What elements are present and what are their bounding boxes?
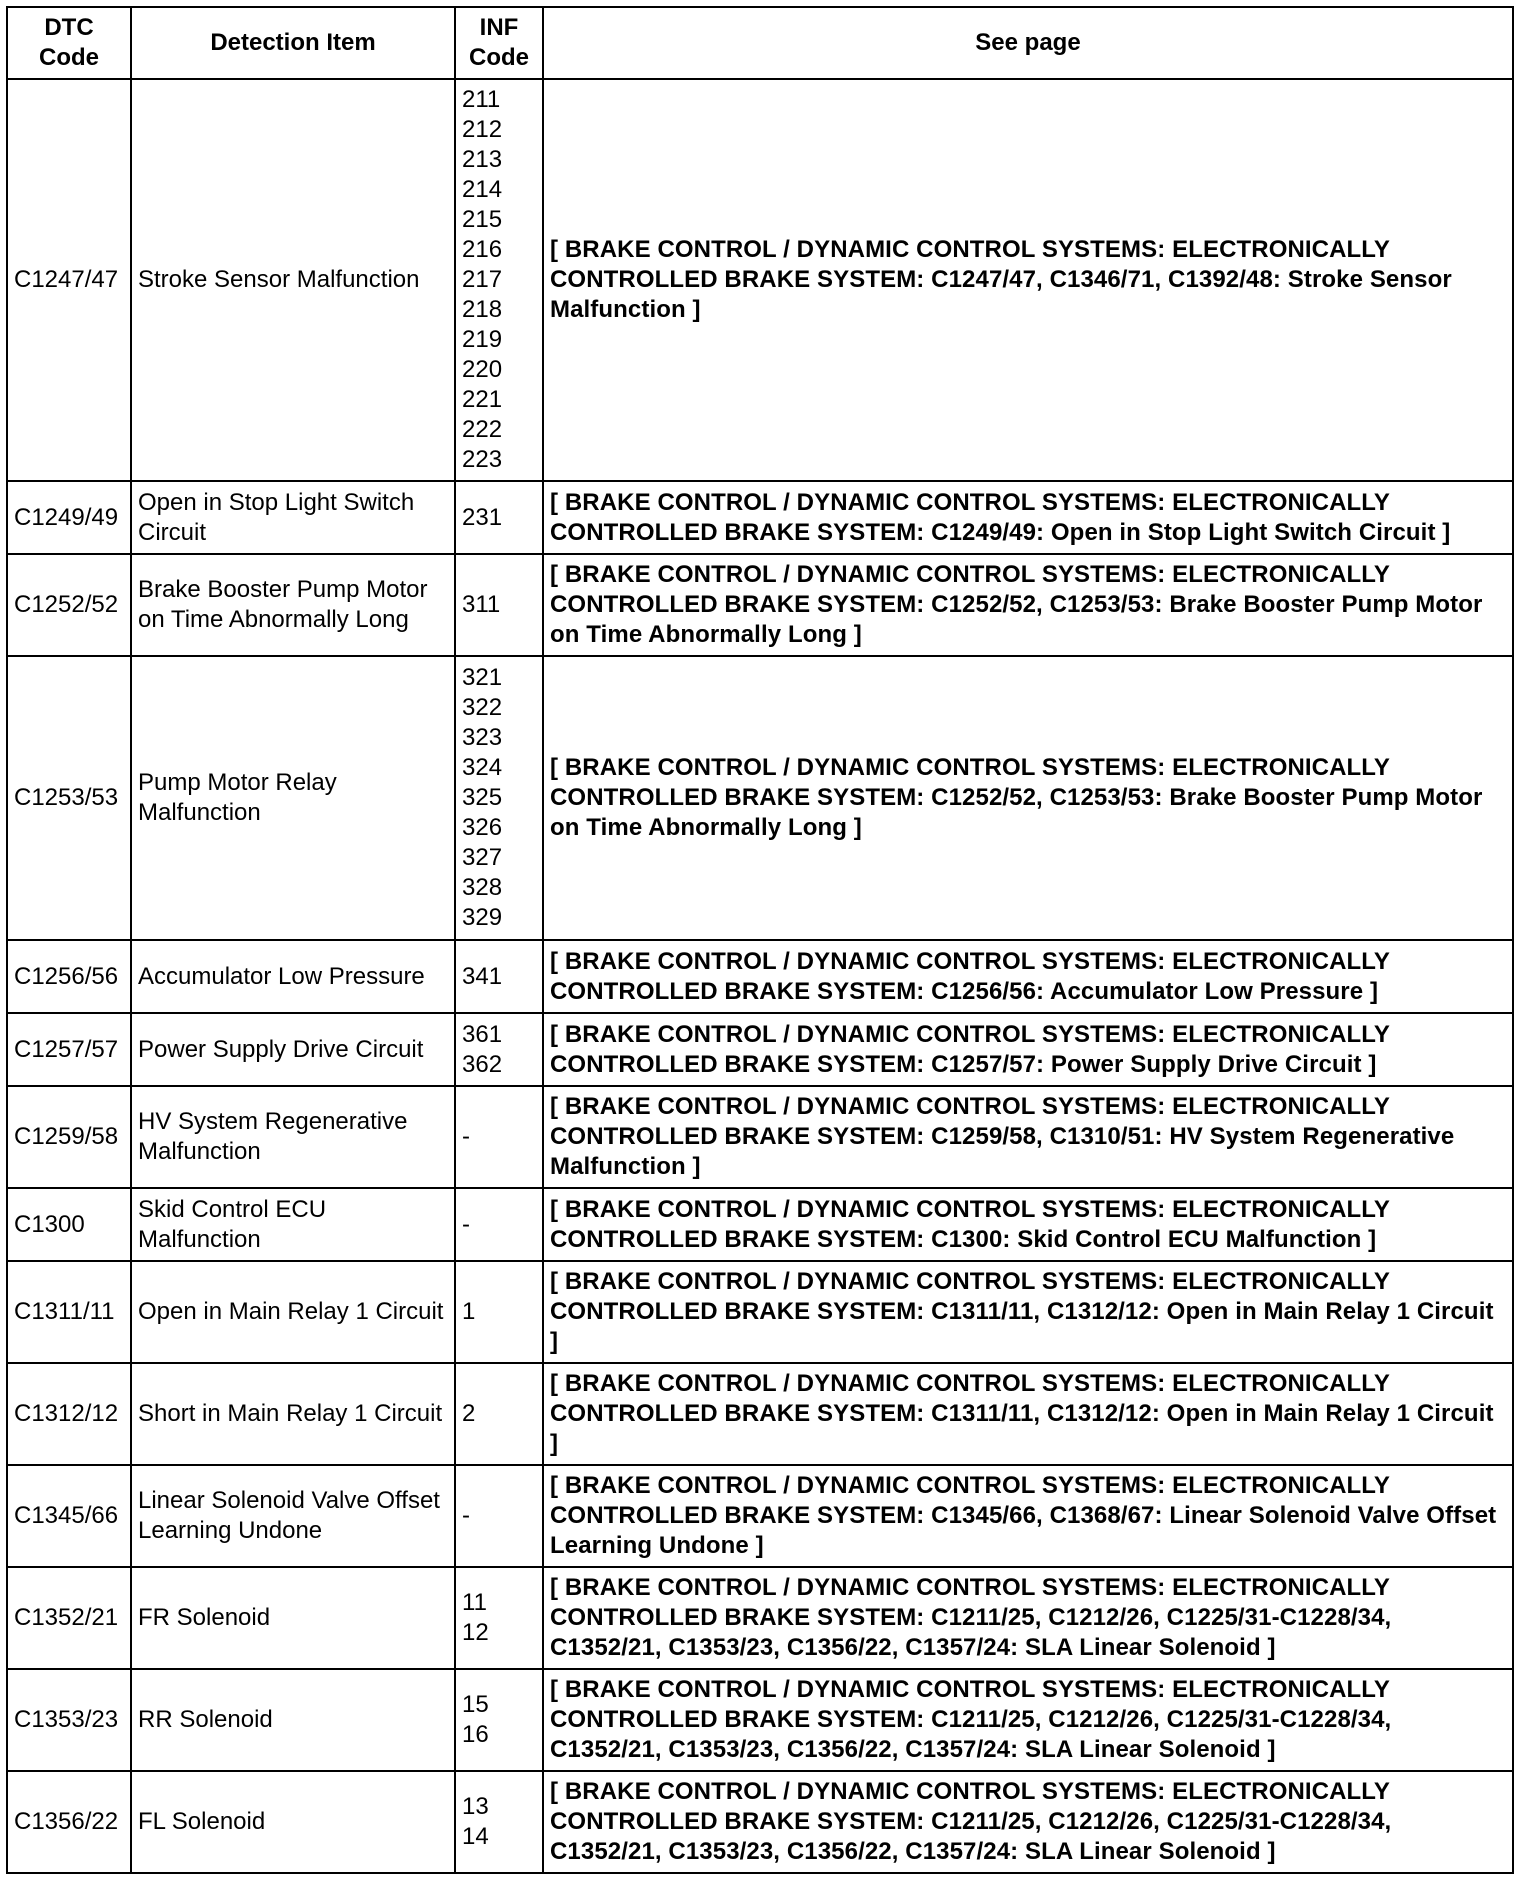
detection-item-cell: Linear Solenoid Valve Offset Learning Undone xyxy=(131,1465,455,1567)
see-page-reference: [ BRAKE CONTROL / DYNAMIC CONTROL SYSTEMS: ELECTRONICALLY CONTROLLED BRAKE SYSTEM: C1311/11, C1312/12: Open in Main Relay 1 Circuit ] xyxy=(543,1363,1513,1465)
inf-code-value: 215 xyxy=(462,206,503,233)
dtc-code-cell: C1249/49 xyxy=(7,481,131,554)
inf-code-value: 12 xyxy=(462,1619,489,1646)
see-page-reference: [ BRAKE CONTROL / DYNAMIC CONTROL SYSTEMS: ELECTRONICALLY CONTROLLED BRAKE SYSTEM: C1252/52, C1253/53: Brake Booster Pump Motor on Time Abnormally Long ] xyxy=(543,554,1513,656)
table-row xyxy=(7,1669,1513,1771)
header-see-page: See page xyxy=(543,7,1513,79)
detection-item-cell: Accumulator Low Pressure xyxy=(131,940,455,1013)
table-row xyxy=(7,1013,1513,1086)
inf-code-value: 212 xyxy=(462,116,503,143)
inf-code-value: 216 xyxy=(462,236,503,263)
header-dtc-code xyxy=(7,7,131,79)
see-page-reference: [ BRAKE CONTROL / DYNAMIC CONTROL SYSTEMS: ELECTRONICALLY CONTROLLED BRAKE SYSTEM: C1249/49: Open in Stop Light Switch Circuit ] xyxy=(543,481,1513,554)
inf-code-value: 324 xyxy=(462,754,503,781)
inf-code-value: 323 xyxy=(462,724,503,751)
see-page-reference: [ BRAKE CONTROL / DYNAMIC CONTROL SYSTEMS: ELECTRONICALLY CONTROLLED BRAKE SYSTEM: C1211/25, C1212/26, C1225/31-C1228/34, C1352/21, C1353/23, C1356/22, C1357/24: SLA Linear Solenoid ] xyxy=(543,1567,1513,1669)
see-page-reference: [ BRAKE CONTROL / DYNAMIC CONTROL SYSTEMS: ELECTRONICALLY CONTROLLED BRAKE SYSTEM: C1247/47, C1346/71, C1392/48: Stroke Sensor Malfunction ] xyxy=(543,79,1513,481)
inf-code-value: 231 xyxy=(462,503,503,531)
dtc-code-cell: C1253/53 xyxy=(7,656,131,940)
inf-code-cell xyxy=(455,554,543,656)
header-row xyxy=(7,7,1513,79)
inf-code-value: 16 xyxy=(462,1721,489,1748)
inf-code-cell xyxy=(455,1567,543,1669)
dtc-code-cell: C1312/12 xyxy=(7,1363,131,1465)
inf-code-cell xyxy=(455,940,543,1013)
inf-code-value: 218 xyxy=(462,296,503,323)
header-inf-code-line2: Code xyxy=(469,44,529,71)
inf-code-value: 329 xyxy=(462,904,503,931)
header-inf-code-line1: INF xyxy=(479,14,519,41)
detection-item-cell: Power Supply Drive Circuit xyxy=(131,1013,455,1086)
dtc-table-page xyxy=(6,6,1514,1874)
table-row xyxy=(7,481,1513,554)
inf-code-value: 221 xyxy=(462,386,503,413)
inf-code-value: 13 xyxy=(462,1793,489,1820)
inf-code-value: 213 xyxy=(462,146,503,173)
detection-item-cell: HV System Regenerative Malfunction xyxy=(131,1086,455,1188)
inf-code-cell xyxy=(455,1188,543,1261)
detection-item-cell: Skid Control ECU Malfunction xyxy=(131,1188,455,1261)
inf-code-value: 217 xyxy=(462,266,503,293)
detection-item-cell: FR Solenoid xyxy=(131,1567,455,1669)
inf-code-value: 327 xyxy=(462,844,503,871)
inf-code-value: - xyxy=(462,1123,470,1150)
inf-code-value: 361 xyxy=(462,1020,503,1048)
see-page-reference: [ BRAKE CONTROL / DYNAMIC CONTROL SYSTEMS: ELECTRONICALLY CONTROLLED BRAKE SYSTEM: C1252/52, C1253/53: Brake Booster Pump Motor on Time Abnormally Long ] xyxy=(543,656,1513,940)
table-row xyxy=(7,1086,1513,1188)
see-page-reference: [ BRAKE CONTROL / DYNAMIC CONTROL SYSTEMS: ELECTRONICALLY CONTROLLED BRAKE SYSTEM: C1300: Skid Control ECU Malfunction ] xyxy=(543,1188,1513,1261)
inf-code-cell xyxy=(455,1261,543,1363)
inf-code-value: 14 xyxy=(462,1823,489,1850)
dtc-code-cell: C1252/52 xyxy=(7,554,131,656)
detection-item-cell: RR Solenoid xyxy=(131,1669,455,1771)
inf-code-cell xyxy=(455,1013,543,1086)
table-row xyxy=(7,1771,1513,1873)
dtc-code-cell: C1345/66 xyxy=(7,1465,131,1567)
inf-code-value: 222 xyxy=(462,416,503,443)
table-header xyxy=(7,7,1513,79)
inf-code-value: 15 xyxy=(462,1691,489,1718)
inf-code-cell xyxy=(455,1363,543,1465)
table-row xyxy=(7,79,1513,481)
dtc-code-cell: C1256/56 xyxy=(7,940,131,1013)
dtc-code-cell: C1356/22 xyxy=(7,1771,131,1873)
inf-code-cell xyxy=(455,1771,543,1873)
inf-code-value: 325 xyxy=(462,784,503,811)
dtc-code-cell: C1259/58 xyxy=(7,1086,131,1188)
inf-code-value: - xyxy=(462,1502,470,1529)
inf-code-value: - xyxy=(462,1210,470,1238)
header-inf-code xyxy=(455,7,543,79)
inf-code-cell xyxy=(455,1465,543,1567)
inf-code-value: 1 xyxy=(462,1298,476,1325)
table-row xyxy=(7,1567,1513,1669)
inf-code-value: 326 xyxy=(462,814,503,841)
detection-item-cell: Brake Booster Pump Motor on Time Abnormally Long xyxy=(131,554,455,656)
inf-code-value: 223 xyxy=(462,446,503,473)
detection-item-cell: Stroke Sensor Malfunction xyxy=(131,79,455,481)
inf-code-value: 321 xyxy=(462,664,503,691)
inf-code-value: 322 xyxy=(462,694,503,721)
inf-code-cell xyxy=(455,79,543,481)
detection-item-cell: Pump Motor Relay Malfunction xyxy=(131,656,455,940)
table-body xyxy=(7,79,1513,1873)
dtc-table xyxy=(6,6,1514,1874)
detection-item-cell: Open in Main Relay 1 Circuit xyxy=(131,1261,455,1363)
dtc-code-cell: C1353/23 xyxy=(7,1669,131,1771)
see-page-reference: [ BRAKE CONTROL / DYNAMIC CONTROL SYSTEMS: ELECTRONICALLY CONTROLLED BRAKE SYSTEM: C1256/56: Accumulator Low Pressure ] xyxy=(543,940,1513,1013)
see-page-reference: [ BRAKE CONTROL / DYNAMIC CONTROL SYSTEMS: ELECTRONICALLY CONTROLLED BRAKE SYSTEM: C1259/58, C1310/51: HV System Regenerative Malfunction ] xyxy=(543,1086,1513,1188)
table-row xyxy=(7,1188,1513,1261)
dtc-code-cell: C1247/47 xyxy=(7,79,131,481)
see-page-reference: [ BRAKE CONTROL / DYNAMIC CONTROL SYSTEMS: ELECTRONICALLY CONTROLLED BRAKE SYSTEM: C1257/57: Power Supply Drive Circuit ] xyxy=(543,1013,1513,1086)
see-page-reference: [ BRAKE CONTROL / DYNAMIC CONTROL SYSTEMS: ELECTRONICALLY CONTROLLED BRAKE SYSTEM: C1211/25, C1212/26, C1225/31-C1228/34, C1352/21, C1353/23, C1356/22, C1357/24: SLA Linear Solenoid ] xyxy=(543,1771,1513,1873)
inf-code-value: 219 xyxy=(462,326,503,353)
table-row xyxy=(7,940,1513,1013)
dtc-code-cell: C1352/21 xyxy=(7,1567,131,1669)
table-row xyxy=(7,554,1513,656)
inf-code-value: 11 xyxy=(462,1589,487,1616)
table-row xyxy=(7,1363,1513,1465)
dtc-code-cell: C1311/11 xyxy=(7,1261,131,1363)
see-page-reference: [ BRAKE CONTROL / DYNAMIC CONTROL SYSTEMS: ELECTRONICALLY CONTROLLED BRAKE SYSTEM: C1211/25, C1212/26, C1225/31-C1228/34, C1352/21, C1353/23, C1356/22, C1357/24: SLA Linear Solenoid ] xyxy=(543,1669,1513,1771)
header-detection-item: Detection Item xyxy=(131,7,455,79)
table-row xyxy=(7,1465,1513,1567)
inf-code-value: 341 xyxy=(462,962,503,990)
detection-item-cell: FL Solenoid xyxy=(131,1771,455,1873)
detection-item-cell: Open in Stop Light Switch Circuit xyxy=(131,481,455,554)
table-row xyxy=(7,656,1513,940)
inf-code-cell xyxy=(455,481,543,554)
inf-code-value: 328 xyxy=(462,874,503,901)
inf-code-value: 2 xyxy=(462,1400,476,1427)
inf-code-cell xyxy=(455,656,543,940)
dtc-code-cell: C1300 xyxy=(7,1188,131,1261)
header-dtc-code-line2: Code xyxy=(39,44,99,71)
see-page-reference: [ BRAKE CONTROL / DYNAMIC CONTROL SYSTEMS: ELECTRONICALLY CONTROLLED BRAKE SYSTEM: C1345/66, C1368/67: Linear Solenoid Valve Offset Learning Undone ] xyxy=(543,1465,1513,1567)
inf-code-cell xyxy=(455,1086,543,1188)
inf-code-value: 220 xyxy=(462,356,503,383)
inf-code-cell xyxy=(455,1669,543,1771)
table-row xyxy=(7,1261,1513,1363)
see-page-reference: [ BRAKE CONTROL / DYNAMIC CONTROL SYSTEMS: ELECTRONICALLY CONTROLLED BRAKE SYSTEM: C1311/11, C1312/12: Open in Main Relay 1 Circuit ] xyxy=(543,1261,1513,1363)
inf-code-value: 214 xyxy=(462,176,503,203)
inf-code-value: 311 xyxy=(462,591,501,618)
detection-item-cell: Short in Main Relay 1 Circuit xyxy=(131,1363,455,1465)
header-dtc-code-line1: DTC xyxy=(44,14,94,41)
inf-code-value: 362 xyxy=(462,1050,503,1078)
inf-code-value: 211 xyxy=(462,86,501,113)
dtc-code-cell: C1257/57 xyxy=(7,1013,131,1086)
